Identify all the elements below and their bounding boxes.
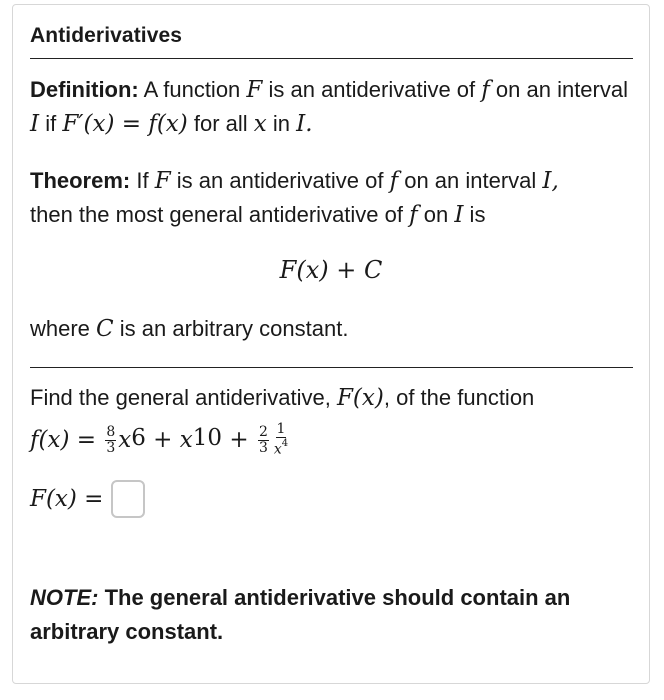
theorem-text: on [417, 202, 455, 227]
math-x: x [253, 111, 267, 137]
math-x: x [118, 427, 132, 453]
math-f: f [481, 77, 490, 103]
math-f: f [409, 202, 418, 228]
fraction-numerator: 1 [276, 421, 286, 438]
math-condition: F′(x) = f(x) [62, 111, 188, 137]
math-I: I, [542, 168, 559, 194]
function-equation [30, 419, 291, 461]
note-text: The general antiderivative should contain an arbitrary constant. [30, 585, 571, 644]
note-label: NOTE: [30, 585, 99, 610]
fraction-2-3 [258, 425, 269, 456]
fraction-numerator: 2 [258, 423, 268, 440]
fraction-denominator [273, 438, 289, 458]
fraction-8-3 [105, 425, 116, 456]
problem-prompt [30, 381, 633, 415]
plus-sign: + [145, 427, 180, 453]
math-x: x [179, 427, 193, 453]
math-C: C [96, 316, 114, 342]
definition-paragraph [30, 73, 633, 141]
fraction-numerator: 8 [106, 423, 116, 440]
definition-text: for all [187, 111, 254, 136]
where-text: is an arbitrary constant. [113, 316, 349, 341]
math-Fx: F(x) [336, 385, 384, 411]
note-paragraph [30, 581, 633, 649]
answer-input[interactable] [111, 480, 145, 518]
fraction-denominator: 3 [106, 439, 116, 456]
plus-sign: + [222, 427, 256, 453]
fraction-1-x4 [273, 422, 289, 458]
theorem-text: If [130, 168, 155, 193]
theorem-text: then the most general antiderivative of [30, 202, 410, 227]
problem-card [12, 4, 650, 684]
definition-text: A function [138, 77, 247, 102]
answer-label: F(x) = [30, 486, 104, 512]
divider-bottom [30, 367, 633, 368]
math-I: I [454, 202, 464, 228]
display-formula: F(x) + C [279, 256, 383, 284]
math-f: f [389, 168, 399, 194]
theorem-text: on an interval [398, 168, 543, 193]
definition-text: on an interval [489, 77, 628, 102]
math-F: F [154, 168, 171, 194]
math-F: F [246, 77, 263, 103]
definition-label: Definition: [30, 77, 139, 102]
exponent: 4 [281, 438, 289, 450]
fraction-denominator: 3 [258, 439, 268, 456]
problem-text: Find the general antiderivative, [30, 385, 337, 410]
where-paragraph [30, 312, 633, 346]
answer-row [30, 477, 145, 521]
math-I: I. [296, 111, 313, 137]
divider-top [30, 58, 633, 59]
problem-text: , of the function [383, 385, 535, 410]
definition-text: in [266, 111, 297, 136]
math-x: x [273, 441, 282, 458]
exponent: 6 [131, 425, 146, 451]
section-title: Antiderivatives [30, 24, 183, 47]
theorem-paragraph [30, 164, 633, 232]
math-lhs: f(x) = [30, 427, 104, 453]
definition-text: is an antiderivative of [262, 77, 482, 102]
exponent: 10 [192, 425, 223, 451]
theorem-text: is an antiderivative of [170, 168, 390, 193]
where-text: where [30, 316, 97, 341]
theorem-text: is [463, 202, 486, 227]
definition-text: if [39, 111, 63, 136]
theorem-label: Theorem: [30, 168, 131, 193]
math-I: I [30, 111, 40, 137]
